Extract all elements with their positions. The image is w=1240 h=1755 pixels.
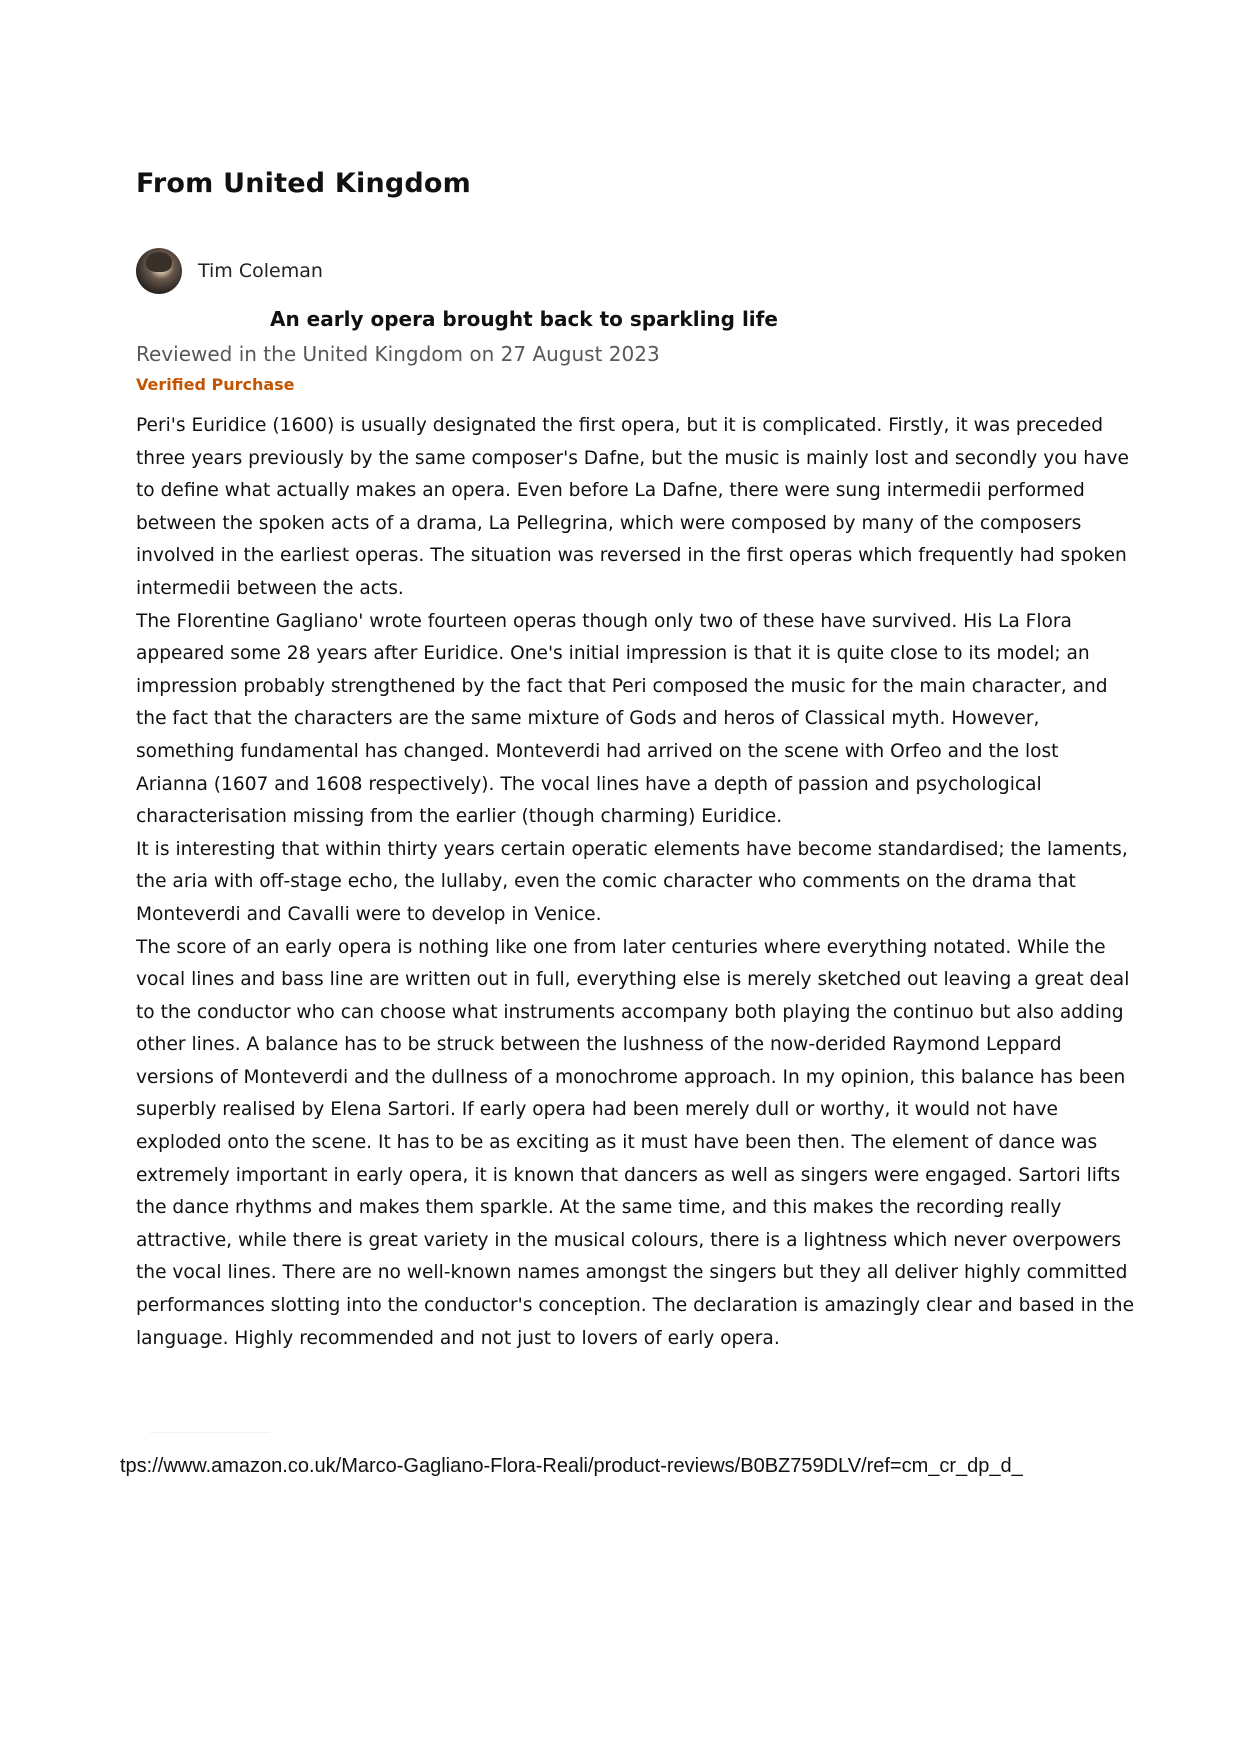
section-title: From United Kingdom [136,168,471,199]
review-paragraph: The Florentine Gagliano' wrote fourteen operas though only two of these have survived. His La Flora appeared some 28 years after Euridice. One's initial impression is that it is quite close to its model; an impression probably strengthened by the fact that Peri composed the music for the main character, and the fact that the characters are the same mixture of Gods and heros of Classical myth. However, something fundamental has changed. Monteverdi had arrived on the scene with Orfeo and the lost Arianna (1607 and 1608 respectively). The vocal lines have a depth of passion and psychological characterisation missing from the earlier (though charming) Euridice. [136,610,1108,828]
review-paragraph: The score of an early opera is nothing like one from later centuries where everything notated. While the vocal lines and bass line are written out in full, everything else is merely sketched out leaving a great deal to the conductor who can choose what instruments accompany both playing the continuo but also adding other lines. A balance has to be struck between the lushness of the now-derided Raymond Leppard versions of Monteverdi and the dullness of a monochrome approach. In my opinion, this balance has been superbly realised by Elena Sartori. If early opera had been merely dull or worthy, it would not have exploded onto the scene. It has to be as exciting as it must have been then. The element of dance was extremely important in early opera, it is known that dancers as well as singers were engaged. Sartori lifts the dance rhythms and makes them sparkle. At the same time, and this makes the recording really attractive, while there is great variety in the musical colours, there is a lightness which never overpowers the vocal lines. There are no well-known names amongst the singers but they all deliver highly committed performances slotting into the conductor's conception. The declaration is amazingly clear and based in the language. Highly recommended and not just to lovers of early opera. [136,936,1135,1349]
verified-purchase-badge: Verified Purchase [136,375,295,394]
review-paragraph: It is interesting that within thirty years certain operatic elements have become standardised; the laments, the aria with off-stage echo, the lullaby, even the comic character who comments on the drama that Monteverdi and Cavalli were to develop in Venice. [136,838,1128,925]
avatar[interactable] [136,248,182,294]
reviewer-profile[interactable] [136,245,323,297]
review-body [136,410,1136,1355]
review-title-link[interactable]: An early opera brought back to sparkling life [270,307,778,331]
review-date: Reviewed in the United Kingdom on 27 August 2023 [136,342,660,366]
page-url-footer: tps://www.amazon.co.uk/Marco-Gagliano-Flora-Reali/product-reviews/B0BZ759DLV/ref=cm_cr_dp_d_ [120,1455,1023,1477]
divider [150,1432,270,1433]
reviewer-name[interactable]: Tim Coleman [198,260,323,282]
review-paragraph: Peri's Euridice (1600) is usually designated the first opera, but it is complicated. Firstly, it was preceded three years previously by the same composer's Dafne, but the music is mainly lost and secondly you have to define what actually makes an opera. Even before La Dafne, there were sung intermedii performed between the spoken acts of a drama, La Pellegrina, which were composed by many of the composers involved in the earliest operas. The situation was reversed in the first operas which frequently had spoken intermedii between the acts. [136,415,1129,599]
